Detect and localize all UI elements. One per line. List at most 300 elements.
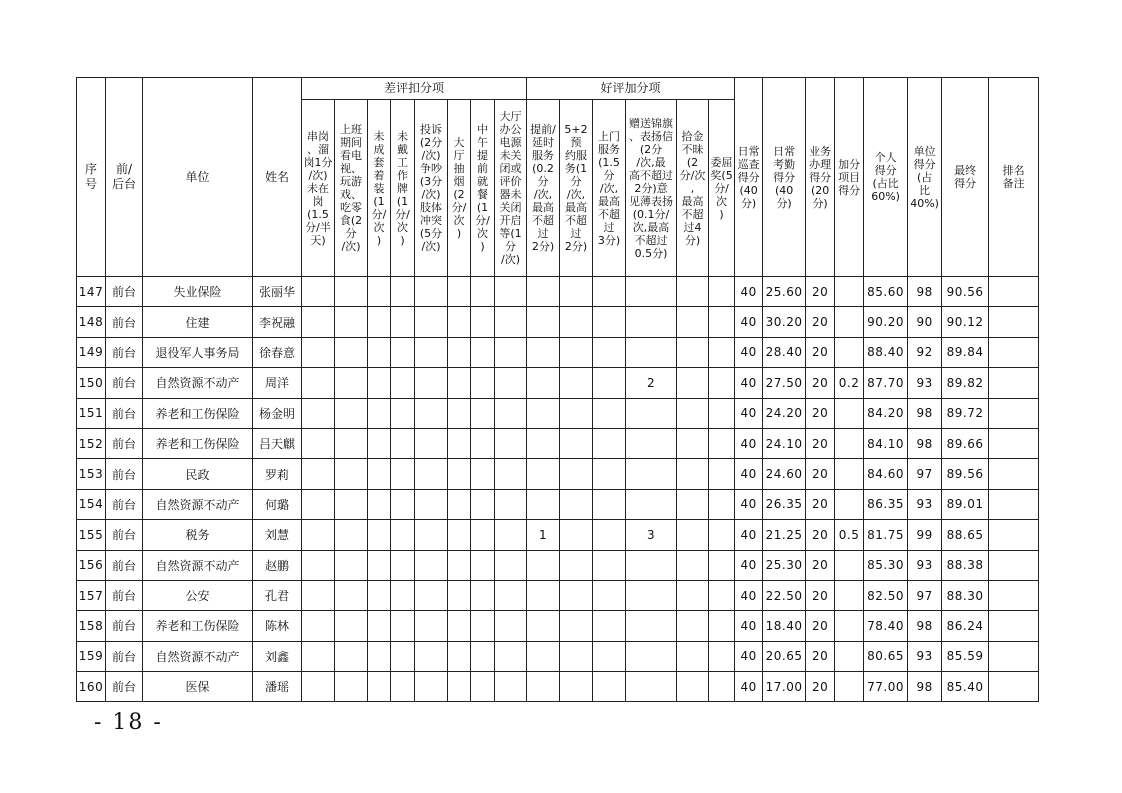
empty-cell	[495, 489, 527, 519]
cell-unit-score: 98	[908, 611, 942, 641]
cell-side: 前台	[106, 428, 143, 458]
cell-p5	[560, 398, 593, 428]
cell-attendance: 30.20	[763, 307, 806, 337]
empty-cell	[495, 428, 527, 458]
empty-cell	[709, 337, 735, 367]
empty-cell	[335, 307, 368, 337]
cell-unit: 民政	[143, 459, 253, 489]
cell-seq: 156	[77, 550, 106, 580]
empty-cell	[391, 277, 415, 307]
cell-patrol: 40	[735, 672, 763, 702]
cell-patrol: 40	[735, 550, 763, 580]
cell-provide	[527, 489, 560, 519]
empty-cell	[302, 550, 335, 580]
cell-attendance: 22.50	[763, 580, 806, 610]
cell-side: 前台	[106, 459, 143, 489]
cell-seq: 157	[77, 580, 106, 610]
cell-final: 85.59	[942, 641, 989, 671]
cell-unit: 自然资源不动产	[143, 641, 253, 671]
empty-cell	[709, 459, 735, 489]
empty-cell	[391, 307, 415, 337]
empty-cell	[989, 672, 1039, 702]
cell-business: 20	[806, 580, 835, 610]
empty-cell	[391, 611, 415, 641]
cell-side: 前台	[106, 337, 143, 367]
empty-cell	[448, 307, 471, 337]
empty-cell	[335, 428, 368, 458]
cell-personal: 81.75	[864, 520, 908, 550]
cell-attendance: 24.60	[763, 459, 806, 489]
empty-cell	[471, 307, 495, 337]
cell-name: 刘鑫	[253, 641, 302, 671]
cell-unit: 养老和工伤保险	[143, 428, 253, 458]
cell-unit-score: 90	[908, 307, 942, 337]
cell-provide	[527, 580, 560, 610]
cell-door	[593, 428, 626, 458]
empty-cell	[302, 611, 335, 641]
cell-flag	[626, 641, 677, 671]
empty-cell	[368, 520, 391, 550]
cell-patrol: 40	[735, 459, 763, 489]
cell-p5	[560, 550, 593, 580]
empty-cell	[677, 672, 709, 702]
empty-cell	[471, 672, 495, 702]
empty-cell	[709, 672, 735, 702]
empty-cell	[989, 611, 1039, 641]
table-row	[77, 459, 1039, 489]
header-good-item: 上门 服务 (1.5 分 /次, 最高 不超 过 3分)	[593, 100, 626, 277]
cell-bonus	[835, 611, 864, 641]
table-header	[77, 78, 1039, 277]
empty-cell	[677, 489, 709, 519]
cell-provide	[527, 428, 560, 458]
cell-provide	[527, 398, 560, 428]
empty-cell	[391, 459, 415, 489]
empty-cell	[709, 550, 735, 580]
cell-seq: 153	[77, 459, 106, 489]
cell-flag	[626, 307, 677, 337]
cell-final: 89.01	[942, 489, 989, 519]
cell-name: 何璐	[253, 489, 302, 519]
empty-cell	[335, 672, 368, 702]
header-bad-item: 未 成 套 着 装 (1 分/ 次 )	[368, 100, 391, 277]
page-number: - 18 -	[94, 710, 163, 735]
cell-flag: 3	[626, 520, 677, 550]
cell-final: 89.56	[942, 459, 989, 489]
cell-side: 前台	[106, 611, 143, 641]
header-bonus: 加分 项目 得分	[835, 78, 864, 277]
cell-flag	[626, 428, 677, 458]
empty-cell	[495, 307, 527, 337]
cell-seq: 160	[77, 672, 106, 702]
cell-business: 20	[806, 277, 835, 307]
cell-final: 88.38	[942, 550, 989, 580]
empty-cell	[335, 550, 368, 580]
empty-cell	[415, 398, 448, 428]
empty-cell	[415, 550, 448, 580]
cell-attendance: 24.20	[763, 398, 806, 428]
empty-cell	[677, 641, 709, 671]
empty-cell	[368, 368, 391, 398]
cell-bonus: 0.2	[835, 368, 864, 398]
cell-business: 20	[806, 428, 835, 458]
empty-cell	[302, 368, 335, 398]
cell-p5	[560, 672, 593, 702]
cell-door	[593, 520, 626, 550]
empty-cell	[495, 550, 527, 580]
cell-business: 20	[806, 368, 835, 398]
empty-cell	[302, 307, 335, 337]
empty-cell	[495, 672, 527, 702]
cell-personal: 80.65	[864, 641, 908, 671]
empty-cell	[709, 611, 735, 641]
cell-patrol: 40	[735, 580, 763, 610]
empty-cell	[391, 672, 415, 702]
empty-cell	[677, 368, 709, 398]
cell-name: 孔君	[253, 580, 302, 610]
cell-p5	[560, 489, 593, 519]
header-unit: 单位	[143, 78, 253, 277]
cell-unit: 自然资源不动产	[143, 550, 253, 580]
cell-p5	[560, 520, 593, 550]
empty-cell	[709, 641, 735, 671]
cell-personal: 77.00	[864, 672, 908, 702]
cell-unit-score: 93	[908, 641, 942, 671]
empty-cell	[415, 368, 448, 398]
cell-p5	[560, 337, 593, 367]
cell-provide	[527, 337, 560, 367]
empty-cell	[989, 277, 1039, 307]
header-final: 最终 得分	[942, 78, 989, 277]
empty-cell	[677, 611, 709, 641]
cell-flag: 2	[626, 368, 677, 398]
cell-bonus	[835, 550, 864, 580]
empty-cell	[471, 550, 495, 580]
empty-cell	[415, 611, 448, 641]
cell-business: 20	[806, 398, 835, 428]
cell-unit: 自然资源不动产	[143, 368, 253, 398]
cell-personal: 87.70	[864, 368, 908, 398]
empty-cell	[495, 337, 527, 367]
cell-side: 前台	[106, 520, 143, 550]
empty-cell	[335, 337, 368, 367]
cell-patrol: 40	[735, 611, 763, 641]
empty-cell	[415, 428, 448, 458]
empty-cell	[989, 641, 1039, 671]
header-good-item: 赠送锦旗 、表扬信 (2分 /次,最 高不超过 2分)意 见薄表扬 (0.1分/ 次,最高 不超过 0.5分)	[626, 100, 677, 277]
empty-cell	[471, 459, 495, 489]
cell-name: 杨金明	[253, 398, 302, 428]
empty-cell	[448, 580, 471, 610]
cell-side: 前台	[106, 672, 143, 702]
cell-side: 前台	[106, 489, 143, 519]
table-row	[77, 277, 1039, 307]
empty-cell	[302, 489, 335, 519]
cell-flag	[626, 550, 677, 580]
header-attendance: 日常 考勤 得分 (40 分)	[763, 78, 806, 277]
cell-seq: 155	[77, 520, 106, 550]
cell-business: 20	[806, 611, 835, 641]
empty-cell	[415, 307, 448, 337]
cell-door	[593, 398, 626, 428]
empty-cell	[335, 277, 368, 307]
empty-cell	[495, 459, 527, 489]
cell-seq: 154	[77, 489, 106, 519]
header-bad-item: 未 戴 工 作 牌 (1 分/ 次 )	[391, 100, 415, 277]
empty-cell	[368, 580, 391, 610]
cell-attendance: 21.25	[763, 520, 806, 550]
cell-seq: 158	[77, 611, 106, 641]
cell-seq: 152	[77, 428, 106, 458]
cell-unit: 公安	[143, 580, 253, 610]
cell-provide	[527, 641, 560, 671]
empty-cell	[495, 520, 527, 550]
header-good-item: 5+2预 约服 务(1 分 /次, 最高 不超 过 2分)	[560, 100, 593, 277]
table-row	[77, 550, 1039, 580]
cell-unit-score: 98	[908, 672, 942, 702]
empty-cell	[709, 580, 735, 610]
cell-final: 89.72	[942, 398, 989, 428]
cell-personal: 90.20	[864, 307, 908, 337]
cell-flag	[626, 580, 677, 610]
cell-final: 90.12	[942, 307, 989, 337]
cell-final: 88.30	[942, 580, 989, 610]
empty-cell	[368, 672, 391, 702]
cell-business: 20	[806, 337, 835, 367]
empty-cell	[302, 459, 335, 489]
cell-final: 86.24	[942, 611, 989, 641]
empty-cell	[368, 398, 391, 428]
empty-cell	[391, 398, 415, 428]
empty-cell	[302, 277, 335, 307]
empty-cell	[677, 337, 709, 367]
cell-final: 89.82	[942, 368, 989, 398]
empty-cell	[677, 277, 709, 307]
header-name: 姓名	[253, 78, 302, 277]
cell-door	[593, 611, 626, 641]
empty-cell	[471, 368, 495, 398]
empty-cell	[368, 489, 391, 519]
cell-business: 20	[806, 550, 835, 580]
table-row	[77, 398, 1039, 428]
table-row	[77, 428, 1039, 458]
empty-cell	[302, 398, 335, 428]
cell-provide	[527, 368, 560, 398]
header-bad-item: 中 午 提 前 就 餐 (1 分/ 次 )	[471, 100, 495, 277]
empty-cell	[471, 428, 495, 458]
empty-cell	[677, 580, 709, 610]
cell-door	[593, 580, 626, 610]
empty-cell	[302, 641, 335, 671]
table-row	[77, 337, 1039, 367]
header-bad-item: 大 厅 抽 烟 (2 分/ 次 )	[448, 100, 471, 277]
cell-attendance: 17.00	[763, 672, 806, 702]
cell-side: 前台	[106, 398, 143, 428]
cell-seq: 147	[77, 277, 106, 307]
empty-cell	[415, 672, 448, 702]
table-row	[77, 520, 1039, 550]
empty-cell	[368, 307, 391, 337]
cell-patrol: 40	[735, 368, 763, 398]
cell-door	[593, 337, 626, 367]
cell-flag	[626, 611, 677, 641]
cell-business: 20	[806, 520, 835, 550]
header-good-item: 提前/ 延时 服务 (0.2 分 /次, 最高 不超 过 2分)	[527, 100, 560, 277]
empty-cell	[448, 520, 471, 550]
empty-cell	[709, 277, 735, 307]
cell-final: 88.65	[942, 520, 989, 550]
empty-cell	[368, 459, 391, 489]
cell-bonus	[835, 580, 864, 610]
cell-door	[593, 307, 626, 337]
empty-cell	[677, 550, 709, 580]
cell-provide	[527, 672, 560, 702]
empty-cell	[415, 641, 448, 671]
cell-flag	[626, 337, 677, 367]
empty-cell	[302, 428, 335, 458]
empty-cell	[677, 428, 709, 458]
cell-personal: 84.10	[864, 428, 908, 458]
cell-flag	[626, 672, 677, 702]
empty-cell	[448, 641, 471, 671]
cell-final: 89.84	[942, 337, 989, 367]
empty-cell	[448, 489, 471, 519]
empty-cell	[677, 520, 709, 550]
cell-name: 徐春意	[253, 337, 302, 367]
cell-personal: 84.60	[864, 459, 908, 489]
cell-seq: 150	[77, 368, 106, 398]
cell-attendance: 27.50	[763, 368, 806, 398]
table-row	[77, 307, 1039, 337]
cell-attendance: 26.35	[763, 489, 806, 519]
cell-personal: 86.35	[864, 489, 908, 519]
empty-cell	[989, 337, 1039, 367]
empty-cell	[391, 520, 415, 550]
cell-flag	[626, 489, 677, 519]
cell-door	[593, 277, 626, 307]
cell-p5	[560, 611, 593, 641]
table-body	[77, 277, 1039, 702]
cell-unit-score: 93	[908, 550, 942, 580]
cell-unit-score: 97	[908, 580, 942, 610]
cell-p5	[560, 428, 593, 458]
cell-attendance: 18.40	[763, 611, 806, 641]
cell-p5	[560, 277, 593, 307]
cell-name: 周洋	[253, 368, 302, 398]
cell-attendance: 25.30	[763, 550, 806, 580]
cell-bonus	[835, 428, 864, 458]
cell-provide	[527, 611, 560, 641]
empty-cell	[495, 398, 527, 428]
table-row	[77, 611, 1039, 641]
cell-attendance: 24.10	[763, 428, 806, 458]
cell-side: 前台	[106, 307, 143, 337]
empty-cell	[448, 277, 471, 307]
cell-p5	[560, 459, 593, 489]
empty-cell	[302, 520, 335, 550]
cell-unit: 退役军人事务局	[143, 337, 253, 367]
cell-provide: 1	[527, 520, 560, 550]
cell-door	[593, 368, 626, 398]
table-row	[77, 489, 1039, 519]
cell-unit-score: 98	[908, 428, 942, 458]
cell-side: 前台	[106, 550, 143, 580]
cell-provide	[527, 459, 560, 489]
cell-name: 陈林	[253, 611, 302, 641]
cell-side: 前台	[106, 368, 143, 398]
empty-cell	[495, 368, 527, 398]
empty-cell	[471, 277, 495, 307]
empty-cell	[989, 550, 1039, 580]
cell-bonus: 0.5	[835, 520, 864, 550]
empty-cell	[415, 337, 448, 367]
empty-cell	[335, 398, 368, 428]
cell-provide	[527, 550, 560, 580]
header-group-good: 好评加分项	[527, 78, 735, 100]
cell-business: 20	[806, 672, 835, 702]
cell-p5	[560, 641, 593, 671]
empty-cell	[471, 641, 495, 671]
cell-bonus	[835, 459, 864, 489]
cell-attendance: 28.40	[763, 337, 806, 367]
cell-bonus	[835, 672, 864, 702]
cell-provide	[527, 277, 560, 307]
empty-cell	[415, 580, 448, 610]
empty-cell	[368, 428, 391, 458]
cell-side: 前台	[106, 277, 143, 307]
cell-personal: 88.40	[864, 337, 908, 367]
empty-cell	[302, 672, 335, 702]
empty-cell	[677, 398, 709, 428]
table-row	[77, 368, 1039, 398]
empty-cell	[709, 520, 735, 550]
empty-cell	[495, 611, 527, 641]
cell-business: 20	[806, 641, 835, 671]
empty-cell	[989, 368, 1039, 398]
empty-cell	[989, 580, 1039, 610]
cell-door	[593, 489, 626, 519]
cell-unit-score: 92	[908, 337, 942, 367]
empty-cell	[448, 611, 471, 641]
cell-personal: 85.30	[864, 550, 908, 580]
empty-cell	[415, 489, 448, 519]
cell-seq: 148	[77, 307, 106, 337]
empty-cell	[391, 580, 415, 610]
header-patrol: 日常 巡查 得分 (40 分)	[735, 78, 763, 277]
empty-cell	[448, 672, 471, 702]
header-side: 前/ 后台	[106, 78, 143, 277]
empty-cell	[709, 368, 735, 398]
empty-cell	[471, 520, 495, 550]
empty-cell	[989, 428, 1039, 458]
cell-unit: 税务	[143, 520, 253, 550]
cell-attendance: 25.60	[763, 277, 806, 307]
empty-cell	[989, 459, 1039, 489]
cell-unit: 自然资源不动产	[143, 489, 253, 519]
empty-cell	[391, 428, 415, 458]
score-table	[76, 77, 1039, 702]
cell-bonus	[835, 641, 864, 671]
header-good-item: 委屈 奖(5 分/次 )	[709, 100, 735, 277]
header-seq: 序 号	[77, 78, 106, 277]
empty-cell	[335, 489, 368, 519]
empty-cell	[677, 459, 709, 489]
cell-business: 20	[806, 489, 835, 519]
header-bad-item: 串岗 、溜 岗1分 /次) 未在 岗 (1.5 分/半 天)	[302, 100, 335, 277]
cell-name: 刘慧	[253, 520, 302, 550]
cell-patrol: 40	[735, 520, 763, 550]
header-good-item: 拾金 不昧 (2 分/次 , 最高 不超 过4 分)	[677, 100, 709, 277]
